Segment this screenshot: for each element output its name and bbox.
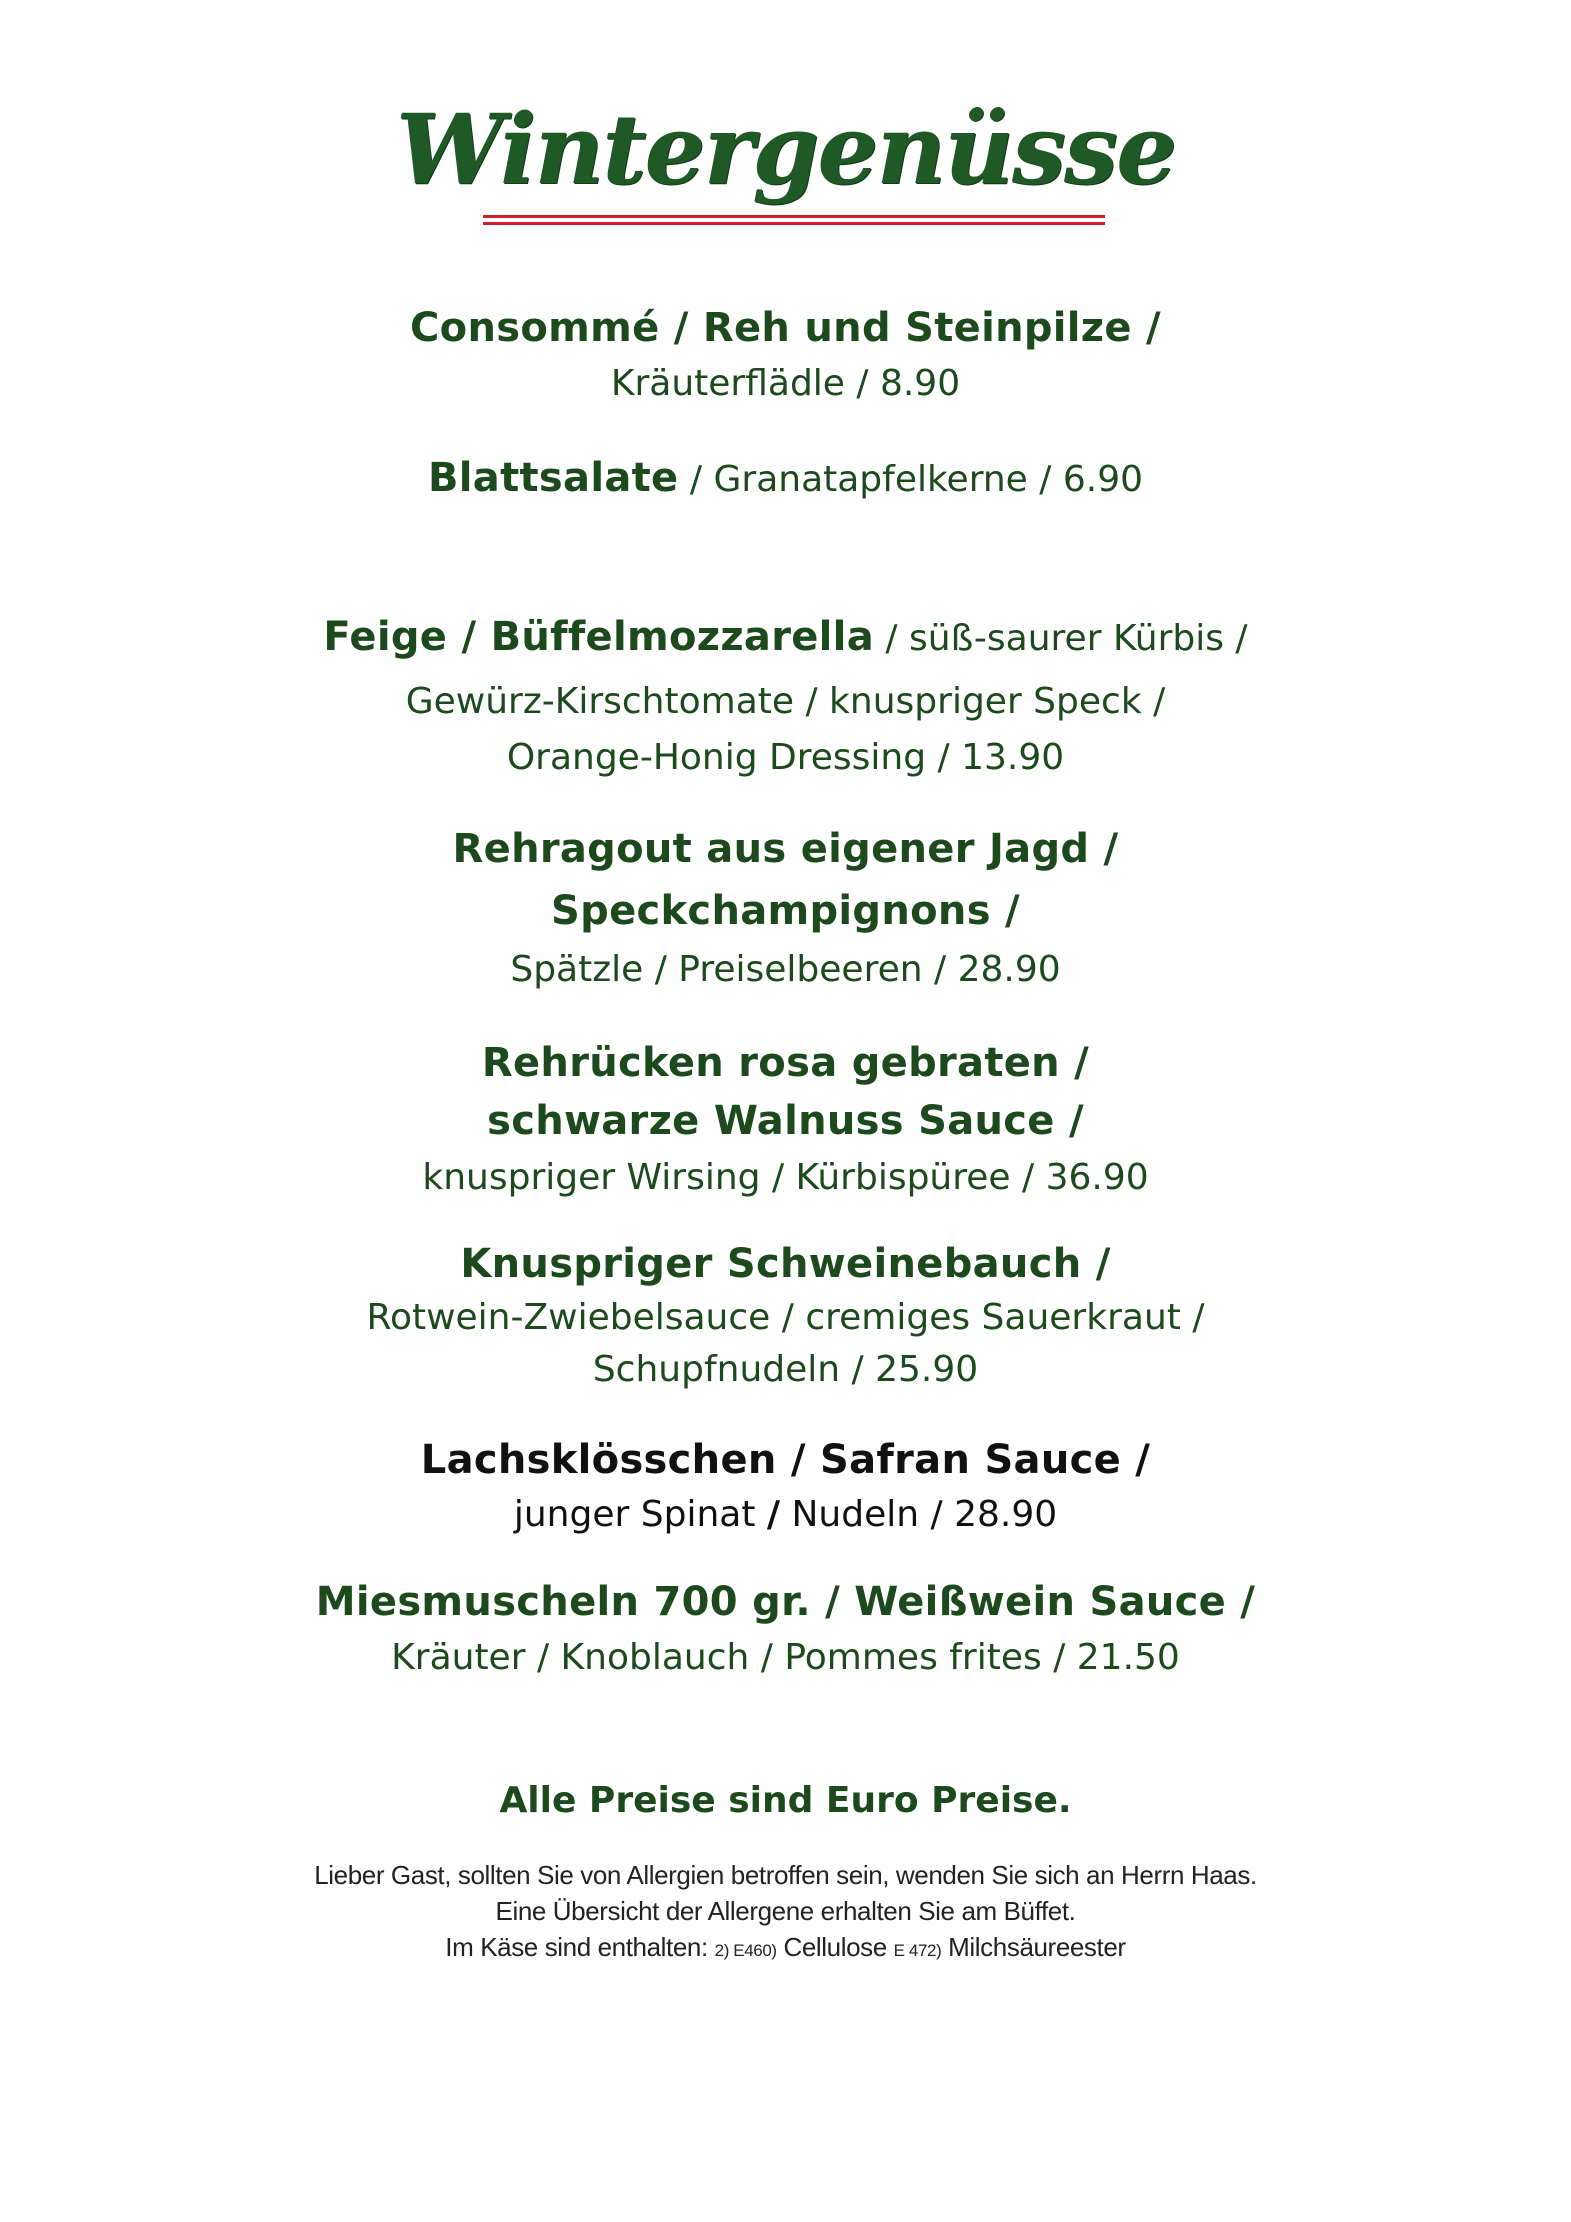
- item-heading: Speckchampignons /: [551, 888, 1020, 934]
- allergy-code: E 472): [893, 1941, 942, 1960]
- menu-title: Wintergenüsse: [395, 93, 1176, 206]
- item-description: / süß-saurer Kürbis /: [873, 618, 1248, 659]
- underline-bottom: [483, 222, 1105, 225]
- menu-item-schweinebauch: [0, 1236, 1571, 1396]
- allergy-code: 2) E460): [714, 1941, 777, 1960]
- menu-item-lachskloesschen: [0, 1432, 1571, 1542]
- item-heading: Blattsalate: [427, 455, 679, 501]
- item-heading: Consommé / Reh und Steinpilze /: [410, 305, 1161, 351]
- item-description: Kräuter / Knoblauch / Pommes frites / 21.50: [391, 1637, 1180, 1678]
- menu-item-feige: [0, 608, 1571, 786]
- menu-item-rehragout: [0, 818, 1571, 998]
- item-separator: /: [766, 1494, 781, 1535]
- item-description: / Granatapfelkerne / 6.90: [678, 459, 1144, 500]
- title-block: [0, 95, 1571, 205]
- item-description: knuspriger Wirsing / Kürbispüree / 36.90: [422, 1157, 1149, 1198]
- item-heading: Rehragout aus eigener Jagd /: [452, 826, 1119, 872]
- item-heading: Rehrücken rosa gebraten /: [481, 1040, 1090, 1086]
- allergy-line-2: Eine Übersicht der Allergene erhalten Sie am Büffet.: [495, 1896, 1076, 1926]
- allergy-text: Milchsäureester: [941, 1932, 1126, 1962]
- item-description: Schupfnudeln / 25.90: [592, 1349, 979, 1390]
- item-description: Nudeln / 28.90: [780, 1494, 1058, 1535]
- item-description: Orange-Honig Dressing / 13.90: [506, 737, 1065, 778]
- item-heading: Knuspriger Schweinebauch /: [460, 1241, 1111, 1287]
- allergy-note: [0, 1857, 1571, 1969]
- item-heading: Lachsklösschen / Safran Sauce /: [420, 1437, 1151, 1483]
- item-description-line: [0, 1488, 1571, 1542]
- item-line: [0, 450, 1571, 514]
- item-description: Kräuterflädle / 8.90: [610, 363, 961, 404]
- item-line: [0, 608, 1571, 674]
- item-description: Spätzle / Preiselbeeren / 28.90: [510, 949, 1061, 990]
- menu-item-blattsalate: [0, 450, 1571, 514]
- underline-top: [483, 215, 1105, 218]
- item-description: junger Spinat: [513, 1494, 767, 1535]
- menu-item-consomme: [0, 300, 1571, 412]
- title-underline: [483, 215, 1105, 225]
- item-heading: schwarze Walnuss Sauce /: [487, 1098, 1084, 1144]
- allergy-text: Im Käse sind enthalten:: [445, 1932, 715, 1962]
- item-heading: Miesmuscheln 700 gr. / Weißwein Sauce /: [315, 1579, 1256, 1625]
- item-description: Rotwein-Zwiebelsauce / cremiges Sauerkraut /: [366, 1297, 1205, 1338]
- allergy-text: Cellulose: [776, 1932, 894, 1962]
- menu-item-rehruecken: [0, 1034, 1571, 1206]
- allergy-line-3: [0, 1929, 1571, 1969]
- menu-item-miesmuscheln: [0, 1574, 1571, 1686]
- allergy-line-1: Lieber Gast, sollten Sie von Allergien betroffen sein, wenden Sie sich an Herrn Haas.: [314, 1860, 1257, 1890]
- prices-note: Alle Preise sind Euro Preise.: [499, 1780, 1072, 1821]
- item-description: Gewürz-Kirschtomate / knuspriger Speck /: [405, 681, 1166, 722]
- item-heading: Feige / Büffelmozzarella: [323, 614, 874, 660]
